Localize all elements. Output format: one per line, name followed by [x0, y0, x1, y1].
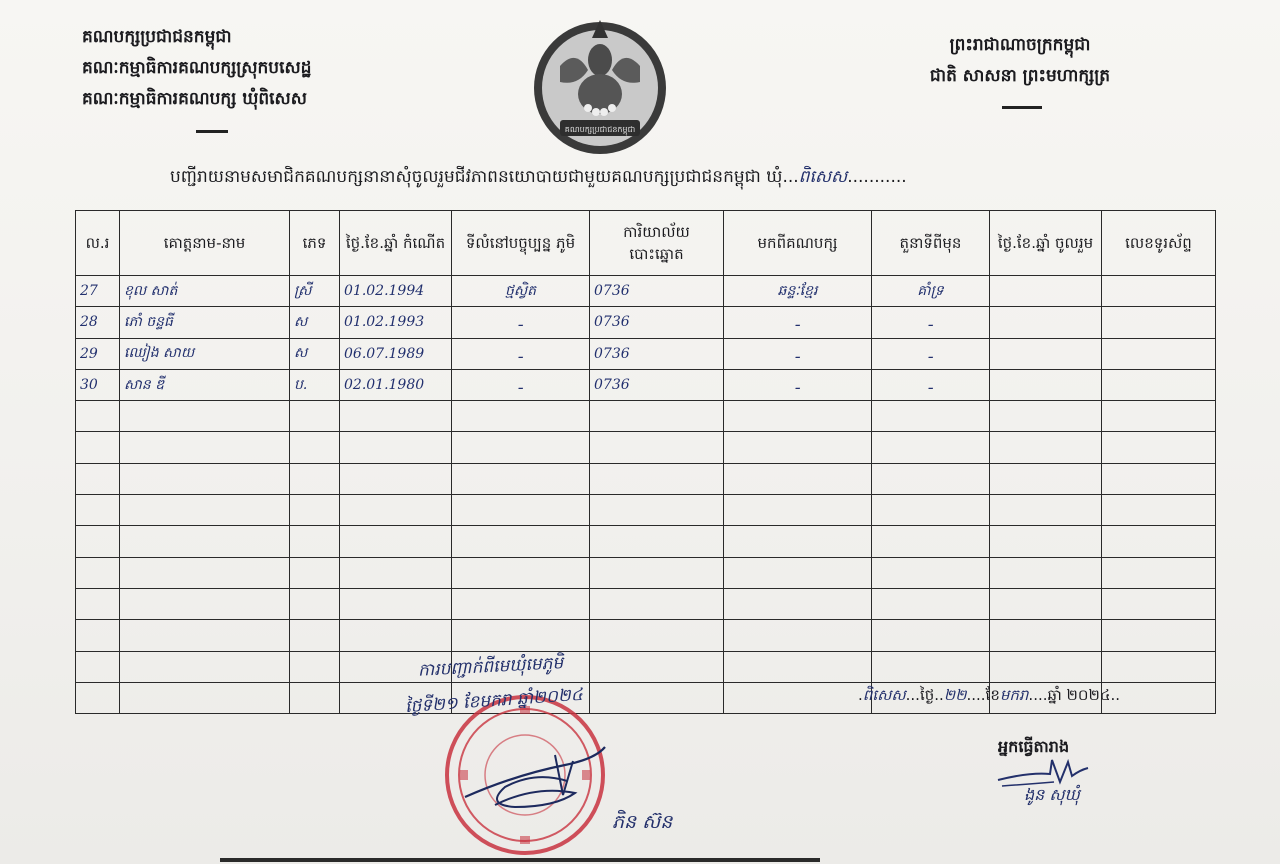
table-cell: 27 — [76, 276, 120, 307]
table-cell: 06.07.1989 — [340, 338, 452, 369]
page-title — [170, 166, 1170, 191]
footer-year-digit: ៤ — [1099, 686, 1111, 704]
table-cell — [872, 432, 990, 463]
table-cell — [452, 526, 590, 557]
table-cell — [76, 463, 120, 494]
table-cell: គាំទ្រ — [872, 276, 990, 307]
column-header: ថ្ងៃ.ខែ.ឆ្នាំ កំណើត — [340, 211, 452, 276]
table-cell: ـ — [452, 338, 590, 369]
footer-month: មករា — [999, 686, 1029, 704]
table-cell — [76, 651, 120, 682]
table-cell — [452, 620, 590, 651]
table-cell — [590, 620, 724, 651]
table-cell — [990, 495, 1102, 526]
table-cell — [120, 557, 290, 588]
kingdom-line: ព្រះរាជាណាចក្រកម្ពុជា — [949, 35, 1091, 55]
table-cell — [590, 432, 724, 463]
table-cell — [724, 463, 872, 494]
table-cell — [120, 432, 290, 463]
table-cell — [990, 557, 1102, 588]
table-cell — [724, 526, 872, 557]
table-row — [76, 307, 1216, 338]
table-cell — [452, 432, 590, 463]
table-cell: ឈៀង សាយ — [120, 338, 290, 369]
table-cell — [120, 495, 290, 526]
table-cell — [340, 588, 452, 619]
table-cell: ـ — [724, 338, 872, 369]
table-cell: ខុល សាត់ — [120, 276, 290, 307]
table-cell — [340, 401, 452, 432]
certifier-signature-icon — [455, 735, 615, 815]
table-cell: ـ — [872, 338, 990, 369]
table-row — [76, 369, 1216, 400]
table-cell — [340, 526, 452, 557]
table-cell: ـ — [452, 369, 590, 400]
table-cell: 01.02.1993 — [340, 307, 452, 338]
table-cell — [872, 495, 990, 526]
table-cell: ـ — [872, 307, 990, 338]
table-cell — [724, 588, 872, 619]
table-cell — [1102, 369, 1216, 400]
table-cell: ប. — [290, 369, 340, 400]
footer-place: ពិសេស — [862, 686, 906, 704]
table-row — [76, 526, 1216, 557]
footer-day-label: ...ថ្ងៃ.. — [905, 686, 944, 704]
table-cell — [290, 495, 340, 526]
table-cell — [290, 682, 340, 713]
maker-name: ងូន សុឃុំ — [1024, 785, 1080, 804]
table-cell — [990, 338, 1102, 369]
table-cell: 02.01.1980 — [340, 369, 452, 400]
table-cell — [1102, 276, 1216, 307]
column-header: ទីលំនៅបច្ចុប្បន្ន ភូមិ — [452, 211, 590, 276]
table-cell — [452, 588, 590, 619]
table-cell: 0736 — [590, 369, 724, 400]
table-cell — [120, 620, 290, 651]
table-cell — [76, 401, 120, 432]
table-cell — [76, 526, 120, 557]
table-cell: ـ — [724, 369, 872, 400]
table-cell — [340, 432, 452, 463]
table-cell — [1102, 432, 1216, 463]
table-row — [76, 338, 1216, 369]
table-cell — [452, 463, 590, 494]
page-bottom-edge — [220, 858, 820, 862]
table-row — [76, 557, 1216, 588]
table-row — [76, 432, 1216, 463]
table-cell — [724, 682, 872, 713]
table-cell — [120, 463, 290, 494]
table-header-row — [76, 211, 1216, 276]
table-row — [76, 276, 1216, 307]
table-row — [76, 588, 1216, 619]
table-cell — [872, 588, 990, 619]
table-cell — [724, 432, 872, 463]
table-cell — [76, 432, 120, 463]
title-dots: ........... — [847, 167, 907, 187]
table-cell — [290, 463, 340, 494]
motto-line: ជាតិ សាសនា ព្រះមហាក្សត្រ — [929, 66, 1111, 86]
table-cell — [590, 401, 724, 432]
table-cell — [340, 463, 452, 494]
table-cell — [1102, 651, 1216, 682]
certifier-name: ភិន ស៊ន — [612, 811, 673, 833]
table-cell: ឆន្ទៈខ្មែរ — [724, 276, 872, 307]
table-cell — [872, 557, 990, 588]
svg-text:គណបក្សប្រជាជនកម្ពុជា: គណបក្សប្រជាជនកម្ពុជា — [564, 125, 636, 134]
table-cell — [990, 588, 1102, 619]
table-cell — [990, 620, 1102, 651]
table-cell — [290, 651, 340, 682]
table-cell: ـ — [872, 369, 990, 400]
table-cell — [120, 401, 290, 432]
table-row — [76, 651, 1216, 682]
table-cell — [76, 588, 120, 619]
table-cell — [290, 588, 340, 619]
column-header: ថ្ងៃ.ខែ.ឆ្នាំ ចូលរួម — [990, 211, 1102, 276]
table-cell: ភោំ ចន្ទធី — [120, 307, 290, 338]
table-cell: ថ្មស្វិត — [452, 276, 590, 307]
table-cell: ـ — [452, 307, 590, 338]
table-cell — [120, 682, 290, 713]
column-header: គោត្តនាម-នាម — [120, 211, 290, 276]
table-cell — [724, 557, 872, 588]
table-cell — [1102, 495, 1216, 526]
certify-line-1: ការបញ្ជាក់ពីមេឃុំមេភូមិ — [417, 653, 564, 681]
header-left-divider — [196, 130, 228, 133]
table-cell — [1102, 338, 1216, 369]
table-cell — [872, 401, 990, 432]
table-cell — [76, 557, 120, 588]
table-cell: 01.02.1994 — [340, 276, 452, 307]
header-left — [82, 22, 311, 115]
footer-date: .ពិសេស...ថ្ងៃ..២២....ខែមករា....ឆ្នាំ ២០២៤.. — [858, 686, 1121, 704]
table-cell — [1102, 588, 1216, 619]
table-cell: ស — [290, 338, 340, 369]
header-right — [880, 30, 1160, 92]
table-cell: ស្រី — [290, 276, 340, 307]
table-body — [76, 276, 1216, 714]
table-cell — [590, 495, 724, 526]
table-cell — [340, 620, 452, 651]
table-cell — [872, 620, 990, 651]
table-row — [76, 463, 1216, 494]
header-left-line-3: គណៈកម្មាធិការគណបក្ស ឃុំពិសេស — [82, 89, 307, 109]
table-cell — [990, 307, 1102, 338]
certify-line-2: ថ្ងៃទី២១ ខែមករា ឆ្នាំ២០២៤ — [404, 684, 584, 718]
table-cell — [120, 526, 290, 557]
table-cell — [872, 526, 990, 557]
column-header: មកពីគណបក្ស — [724, 211, 872, 276]
title-commune: ពិសេស — [798, 167, 848, 187]
table-cell — [590, 588, 724, 619]
table-cell — [76, 620, 120, 651]
party-emblem-icon — [530, 8, 670, 158]
title-text: បញ្ជីរាយនាមសមាជិកគណបក្សនានាសុំចូលរួមជីវភាពនយោបាយជាមួយគណបក្សប្រជាជនកម្ពុជា ឃុំ... — [170, 167, 799, 187]
table-cell: សាន ឌី — [120, 369, 290, 400]
table-cell — [990, 276, 1102, 307]
table-cell — [872, 651, 990, 682]
table-cell: 28 — [76, 307, 120, 338]
table-cell — [872, 463, 990, 494]
table-cell — [590, 557, 724, 588]
table-cell — [1102, 463, 1216, 494]
table-cell — [290, 526, 340, 557]
table-cell: ـ — [724, 307, 872, 338]
table-cell — [452, 495, 590, 526]
table-row — [76, 495, 1216, 526]
table-cell — [724, 651, 872, 682]
table-cell — [290, 557, 340, 588]
table-cell — [990, 651, 1102, 682]
column-header: លេខទូរស័ព្ទ — [1102, 211, 1216, 276]
footer-year-label: ....ឆ្នាំ ២០២ — [1028, 686, 1100, 704]
table-cell — [1102, 526, 1216, 557]
table-cell — [452, 557, 590, 588]
table-row — [76, 620, 1216, 651]
footer-day: ២២ — [943, 686, 967, 704]
table-cell — [990, 401, 1102, 432]
table-cell — [1102, 620, 1216, 651]
table-cell — [452, 401, 590, 432]
table-cell: 30 — [76, 369, 120, 400]
table-cell — [120, 651, 290, 682]
table-cell — [290, 432, 340, 463]
column-header: ល.រ — [76, 211, 120, 276]
footer-month-label: ....ខែ — [966, 686, 1000, 704]
table-cell — [724, 401, 872, 432]
table-cell: 0736 — [590, 276, 724, 307]
table-cell — [76, 495, 120, 526]
table-cell — [990, 369, 1102, 400]
table-cell — [990, 463, 1102, 494]
table-cell — [1102, 401, 1216, 432]
column-header: ភេទ — [290, 211, 340, 276]
table-cell — [340, 557, 452, 588]
table-cell — [590, 463, 724, 494]
table-cell: 0736 — [590, 307, 724, 338]
table-cell: 29 — [76, 338, 120, 369]
table-cell — [724, 495, 872, 526]
header-left-line-1: គណបក្សប្រជាជនកម្ពុជា — [82, 27, 232, 47]
table-cell — [340, 495, 452, 526]
table-cell — [290, 620, 340, 651]
table-cell: 0736 — [590, 338, 724, 369]
header-right-divider — [1002, 106, 1042, 109]
table-cell — [990, 526, 1102, 557]
table-cell — [76, 682, 120, 713]
table-cell — [590, 651, 724, 682]
table-cell — [290, 401, 340, 432]
column-header: ការិយាល័យ បោះឆ្នោត — [590, 211, 724, 276]
table-cell — [1102, 557, 1216, 588]
table-cell — [724, 620, 872, 651]
table-row — [76, 401, 1216, 432]
header-left-line-2: គណៈកម្មាធិការគណបក្សស្រុកបសេដ្ឋ — [82, 58, 312, 78]
member-registry-table — [75, 210, 1216, 714]
table-cell — [1102, 307, 1216, 338]
table-cell — [120, 588, 290, 619]
column-header: តួនាទីពីមុន — [872, 211, 990, 276]
table-cell — [990, 432, 1102, 463]
table-cell — [590, 526, 724, 557]
table-cell: ស — [290, 307, 340, 338]
maker-title: អ្នកធ្វើតារាង — [998, 737, 1070, 756]
